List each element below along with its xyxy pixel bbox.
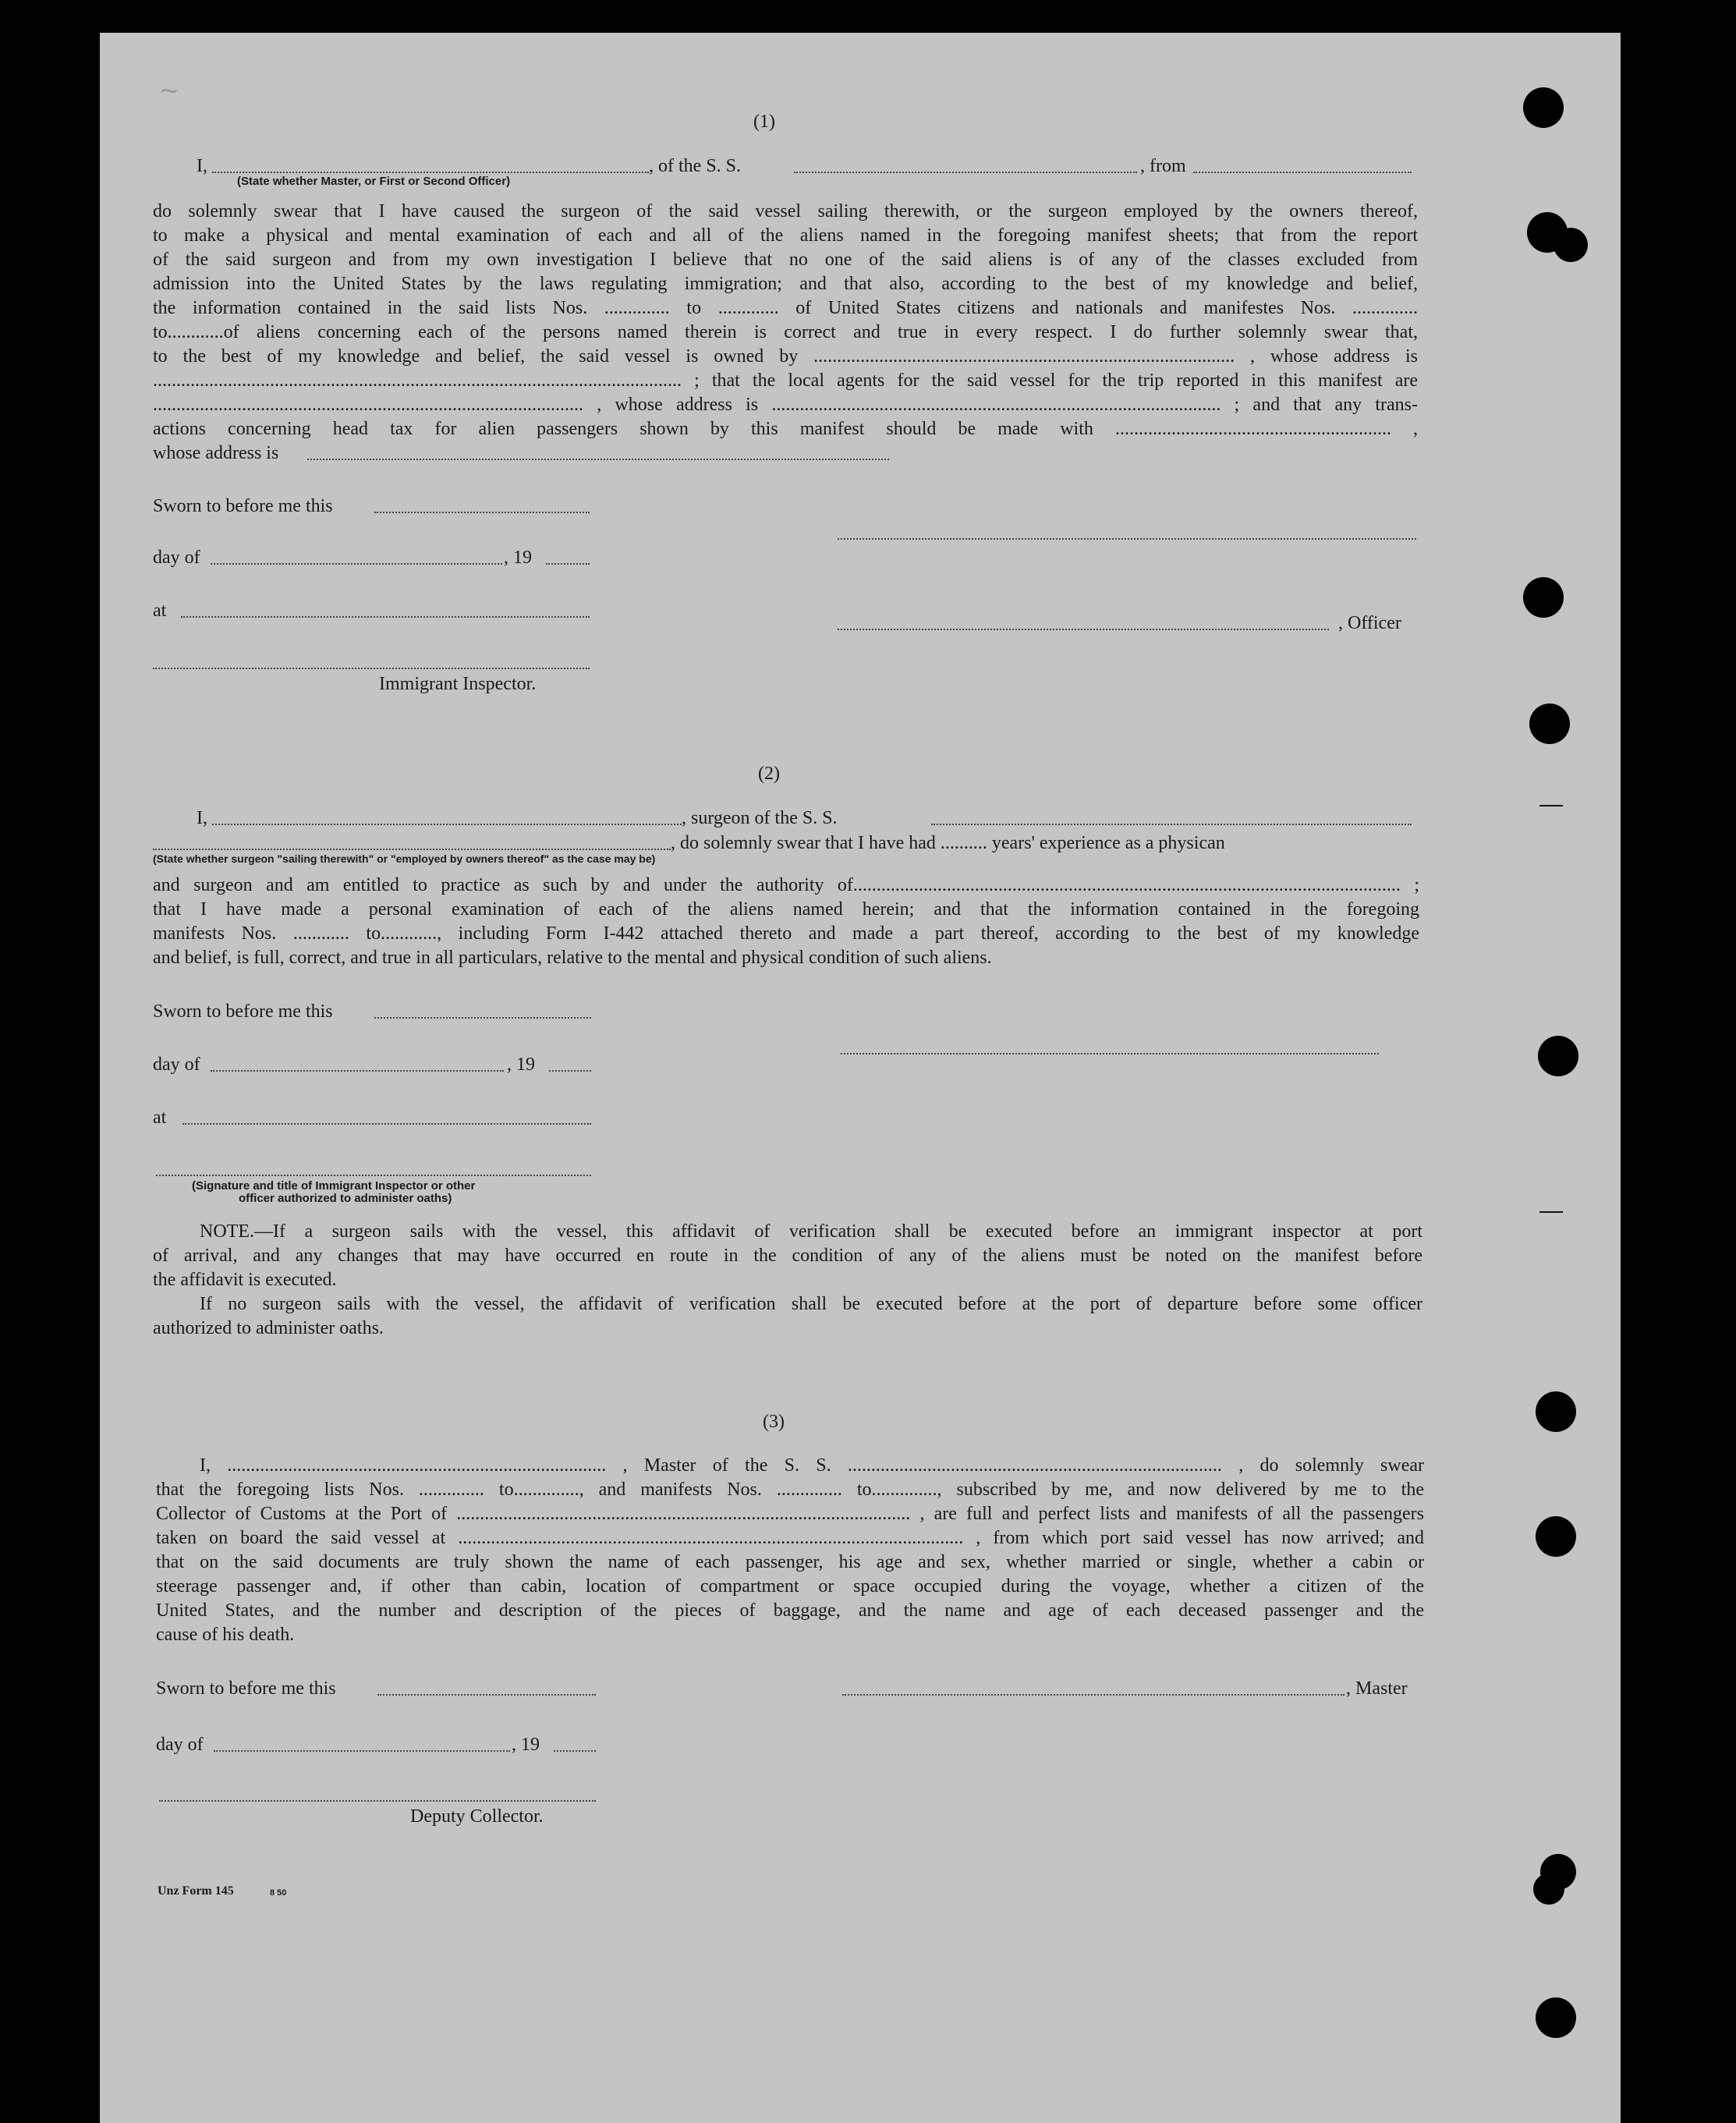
s1-line: of the said surgeon and from my own investigation I believe that no one of the said aliens is of any of the classes excluded from [153, 250, 1418, 270]
s1-signature-line [838, 538, 1416, 540]
s2-dayof-line [211, 1070, 504, 1072]
s2-year-line [549, 1070, 591, 1072]
s1-address-line [307, 459, 889, 460]
s3-year-line [554, 1750, 596, 1752]
punch-hole [1536, 1997, 1576, 2038]
punch-hole [1536, 1516, 1576, 1557]
s2-surgeon-name-line [212, 824, 682, 825]
punch-hole [1529, 704, 1570, 744]
section-1-number: (1) [753, 112, 775, 132]
s1-dayof-line [211, 563, 502, 565]
s1-line: to the best of my knowledge and belief, the said vessel is owned by .......................................................................................... , whose address is [153, 346, 1418, 367]
s3-year-label: , 19 [512, 1735, 540, 1755]
s1-year-label: , 19 [504, 548, 532, 568]
s2-state-line [153, 849, 671, 850]
s2-sig-note-2: officer authorized to administer oaths) [239, 1192, 452, 1205]
s2-last-line: and belief, is full, correct, and true in all particulars, relative to the mental and physical condition of such aliens. [153, 948, 992, 968]
note-line: NOTE.—If a surgeon sails with the vessel, this affidavit of verification shall be executed before an immigrant inspector at port [200, 1221, 1422, 1242]
s2-signature-line [841, 1053, 1379, 1054]
s1-from-label: , from [1140, 156, 1186, 176]
s2-i-label: I, [197, 808, 207, 828]
punch-hole [1523, 577, 1564, 618]
punch-hole [1536, 1391, 1576, 1432]
edge-mark [1539, 805, 1563, 806]
s3-line: I, ................................................................................. , Master of the S. S. ................................................................................ , do solemnly swear [200, 1455, 1424, 1476]
s1-officer-label: , Officer [1338, 613, 1401, 633]
section-3-number: (3) [763, 1412, 785, 1432]
s3-sworn-label: Sworn to before me this [156, 1678, 336, 1699]
s2-inspector-sig-line [156, 1175, 591, 1176]
s3-line: taken on board the said vessel at ............................................................................................................ , from which port said vessel has now arrived; and [156, 1528, 1424, 1548]
s3-dayof-line [214, 1750, 510, 1752]
s1-officer-note: (State whether Master, or First or Second Officer) [237, 175, 511, 188]
form-date: 8 50 [270, 1888, 287, 1898]
s2-vessel-line [931, 824, 1412, 825]
s1-sworn-line [374, 512, 590, 513]
s1-officer-line [212, 172, 649, 173]
note2-paragraph [153, 1292, 1422, 1317]
note2-line: authorized to administer oaths. [153, 1318, 384, 1338]
s1-dayof-label: day of [153, 548, 200, 568]
punch-hole [1533, 1873, 1564, 1905]
s3-collector-line [159, 1800, 596, 1802]
s3-sworn-line [377, 1694, 596, 1696]
s2-sig-note-1: (Signature and title of Immigrant Inspector or other [192, 1179, 476, 1193]
punch-hole [1554, 228, 1588, 262]
s2-line: that I have made a personal examination of each of the aliens named herein; and that the information contained in the foregoing [153, 899, 1419, 920]
s1-line: the information contained in the said lists Nos. .............. to ............. of United States citizens and nationals and manifestes Nos. .............. [153, 298, 1418, 318]
s1-line: actions concerning head tax for alien passengers shown by this manifest should be made with ........................................................... , [153, 419, 1418, 439]
punch-hole [1538, 1036, 1578, 1076]
s3-line: Collector of Customs at the Port of ................................................................................................. , are full and perfect lists and manifests of all the passengers [156, 1504, 1424, 1524]
s2-swear-line: , do solemnly swear that I have had .......... years' experience as a physican [671, 833, 1225, 853]
s3-last-line: cause of his death. [156, 1625, 295, 1645]
s3-master-sig-line [842, 1694, 1345, 1696]
s3-line: that the foregoing lists Nos. .............. to.............., and manifests Nos. .............. to.............., subscribed by me, and now delivered by me to the [156, 1480, 1424, 1500]
s1-at-line [181, 616, 590, 618]
s1-i-label: I, [197, 156, 207, 176]
s2-year-label: , 19 [507, 1054, 535, 1075]
s3-collector-label: Deputy Collector. [410, 1806, 544, 1827]
punch-hole [1523, 87, 1564, 128]
s2-sworn-line [374, 1017, 591, 1019]
s2-dayof-label: day of [153, 1054, 200, 1075]
s1-officer-sig-line [838, 629, 1329, 630]
s3-line: United States, and the number and description of the pieces of baggage, and the name and age of each deceased passenger and the [156, 1600, 1424, 1621]
s1-year-line [546, 563, 590, 565]
s2-paragraph [153, 874, 1419, 946]
note-line: the affidavit is executed. [153, 1270, 337, 1290]
s3-line: steerage passenger and, if other than cabin, location of compartment or space occupied during the voyage, whether a citizen of the [156, 1576, 1424, 1597]
s1-paragraph [153, 200, 1418, 441]
note2-line: If no surgeon sails with the vessel, the affidavit of verification shall be executed before at the port of departure before some officer [200, 1294, 1422, 1314]
s1-line: admission into the United States by the laws regulating immigration; and that also, according to the best of my knowledge and belief, [153, 274, 1418, 294]
edge-mark [1539, 1211, 1563, 1213]
s2-state-note: (State whether surgeon "sailing therewith" or "employed by owners thereof" as the case may be) [153, 852, 656, 865]
s1-sworn-label: Sworn to before me this [153, 496, 333, 516]
s2-line: manifests Nos. ............ to............, including Form I-442 attached thereto and made a part thereof, according to the best of my knowledge [153, 923, 1419, 944]
s1-line: do solemnly swear that I have caused the surgeon of the said vessel sailing therewith, or the surgeon employed by the owners thereof, [153, 201, 1418, 222]
faint-mark: ~ [160, 74, 179, 108]
s2-line: and surgeon and am entitled to practice as such by and under the authority of..................................................................................................................... ; [153, 875, 1419, 895]
s1-inspector-label: Immigrant Inspector. [379, 674, 537, 694]
section-2-number: (2) [758, 764, 780, 784]
note-line: of arrival, and any changes that may have occurred en route in the condition of any of the aliens must be noted on the manifest before [153, 1246, 1422, 1266]
s2-at-label: at [153, 1108, 167, 1128]
s1-line: ............................................................................................ , whose address is ................................................................................................ ; and that any trans- [153, 395, 1418, 415]
s3-dayof-label: day of [156, 1735, 204, 1755]
s2-sworn-label: Sworn to before me this [153, 1001, 333, 1022]
s2-at-line [182, 1123, 591, 1125]
s1-line: to make a physical and mental examination of each and all of the aliens named in the foregoing manifest sheets; that from the report [153, 225, 1418, 246]
s1-from-line [1193, 172, 1412, 173]
s3-line: that on the said documents are truly shown the name of each passenger, his age and sex, whether married or single, whether a cabin or [156, 1552, 1424, 1572]
s3-master-label: , Master [1346, 1678, 1408, 1699]
s1-at-label: at [153, 601, 167, 621]
note-paragraph [153, 1220, 1422, 1268]
s1-whose-address: whose address is [153, 443, 279, 463]
s1-of-ss-label: , of the S. S. [649, 156, 742, 176]
form-number: Unz Form 145 [158, 1884, 234, 1898]
s1-vessel-line [794, 172, 1137, 173]
s1-line: to............of aliens concerning each of the persons named therein is correct and true in every respect. I do further solemnly swear that, [153, 322, 1418, 342]
s3-paragraph [156, 1454, 1424, 1623]
s1-line: ................................................................................................................. ; that the local agents for the said vessel for the trip reported in this manifest are [153, 370, 1418, 391]
s1-inspector-line [153, 668, 590, 669]
s2-surgeon-label: , surgeon of the S. S. [682, 808, 838, 828]
